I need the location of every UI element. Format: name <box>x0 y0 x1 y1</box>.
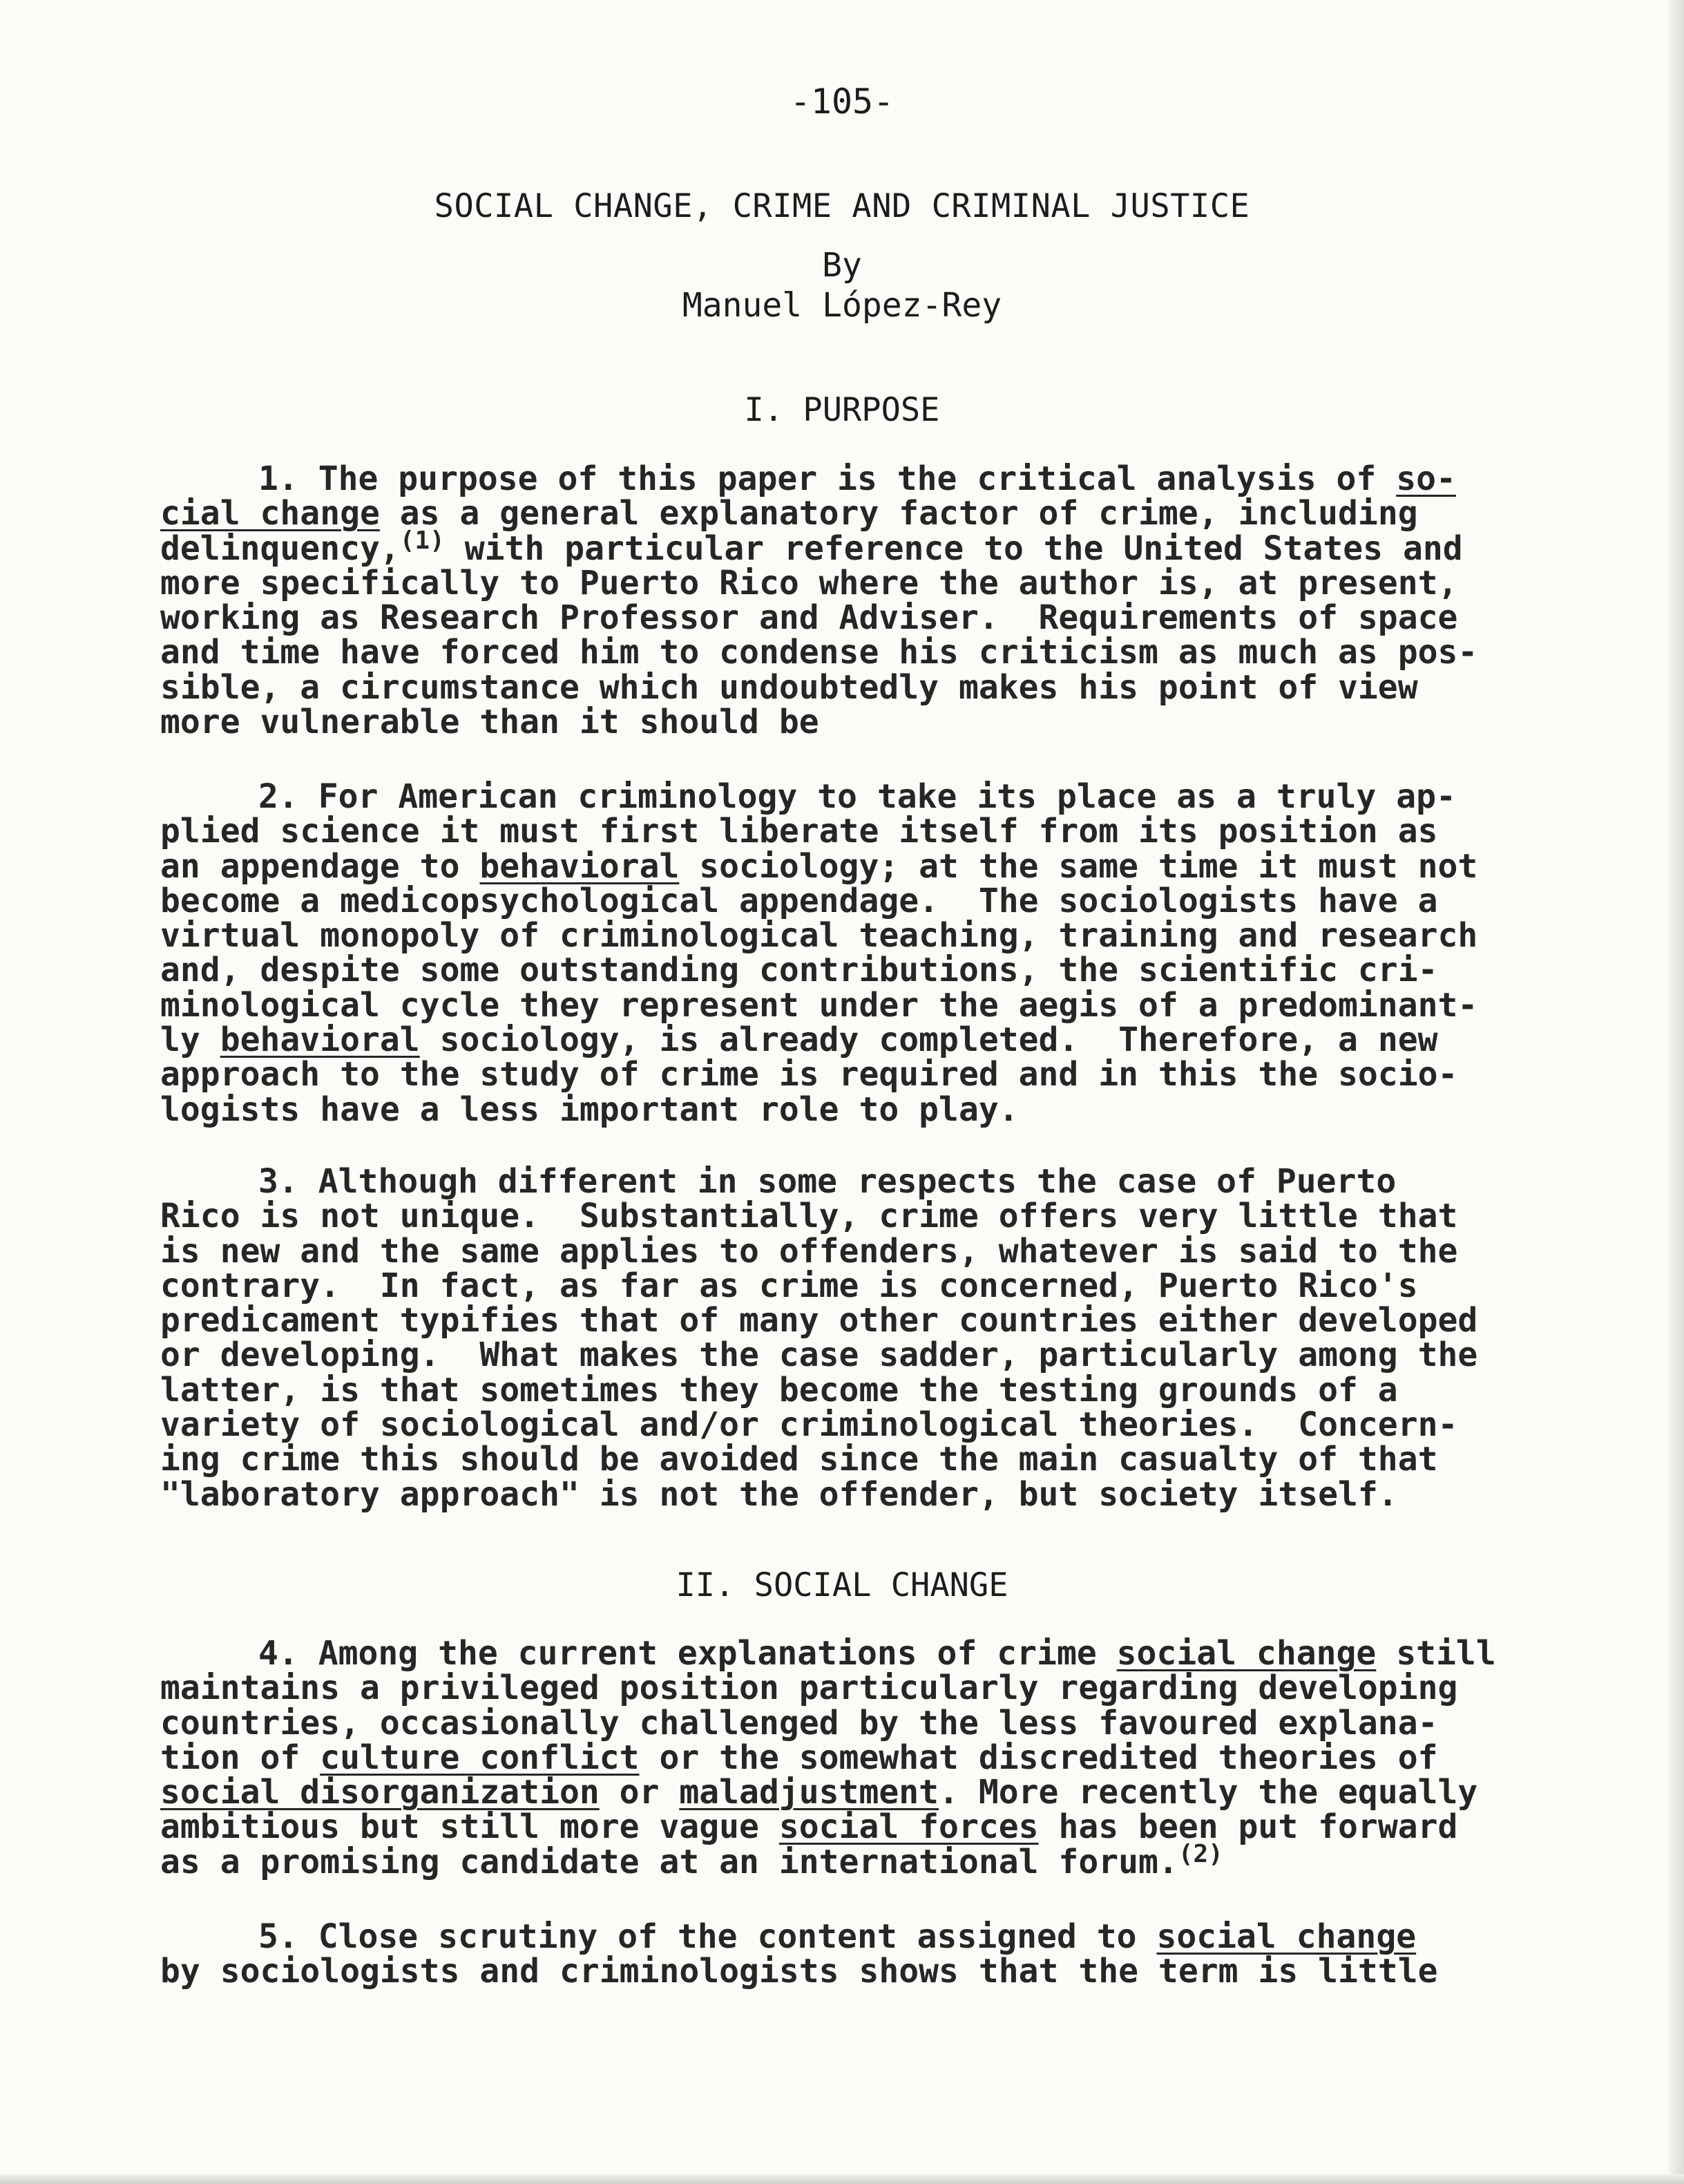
paragraph-line: variety of sociological and/or criminological theories. Concern- <box>160 1405 1458 1445</box>
underlined-term: culture conflict <box>320 1738 640 1777</box>
paragraph-line: more specifically to Puerto Rico where the author is, at present, <box>160 563 1458 602</box>
footnote-marker-1: (1) <box>399 526 445 555</box>
underlined-term: social forces <box>778 1807 1039 1847</box>
paragraph-line: more vulnerable than it should be <box>160 703 819 742</box>
footnote-marker-2: (2) <box>1178 1839 1223 1868</box>
paragraph-line: cial change as a general explanatory factor of crime, including <box>160 494 1418 533</box>
underlined-term: cial change <box>160 494 380 533</box>
byline-by: By <box>822 246 862 285</box>
paragraph-3 <box>160 1164 1549 1512</box>
paragraph-line: and, despite some outstanding contributions, the scientific cri- <box>160 951 1438 990</box>
underlined-term: behavioral <box>479 846 680 886</box>
author-name: Manuel López-Rey <box>682 286 1002 325</box>
paragraph-line: ing crime this should be avoided since the main casualty of that <box>160 1440 1438 1479</box>
paragraph-line: is new and the same applies to offenders, whatever is said to the <box>160 1231 1458 1271</box>
paragraph-line: latter, is that sometimes they become the testing grounds of a <box>160 1370 1398 1409</box>
page-number: -105- <box>790 82 894 122</box>
paragraph-line: 4. Among the current explanations of crime social change still <box>258 1634 1496 1673</box>
paragraph-line: predicament typifies that of many other countries either developed <box>160 1301 1478 1340</box>
paragraph-line: become a medicopsychological appendage. The sociologists have a <box>160 881 1438 920</box>
section-heading-purpose: I. PURPOSE <box>744 391 940 429</box>
paragraph-line: virtual monopoly of criminological teaching, training and research <box>160 916 1478 956</box>
underlined-term: maladjustment <box>679 1773 939 1812</box>
paragraph-line: contrary. In fact, as far as crime is concerned, Puerto Rico's <box>160 1266 1418 1305</box>
paragraph-line: ly behavioral sociology, is already completed. Therefore, a new <box>160 1020 1438 1060</box>
paragraph-line: plied science it must first liberate itself from its position as <box>160 812 1438 851</box>
underlined-term: social change <box>1116 1634 1377 1673</box>
paragraph-line: working as Research Professor and Adviser. Requirements of space <box>160 598 1458 638</box>
underlined-term: social change <box>1156 1917 1417 1956</box>
paragraph-line: Rico is not unique. Substantially, crime offers very little that <box>160 1197 1458 1236</box>
paragraph-line: an appendage to behavioral sociology; at the same time it must not <box>160 846 1478 886</box>
paragraph-5 <box>160 1919 1549 1989</box>
paragraph-line: 2. For American criminology to take its place as a truly ap- <box>258 777 1456 816</box>
paragraph-line: ambitious but still more vague social forces has been put forward <box>160 1807 1458 1847</box>
paragraph-line: logists have a less important role to play. <box>160 1090 1019 1129</box>
paragraph-line: and time have forced him to condense his criticism as much as pos- <box>160 633 1478 672</box>
underlined-term: social disorganization <box>160 1773 600 1812</box>
section-heading-social-change: II. SOCIAL CHANGE <box>676 1566 1008 1604</box>
paragraph-line: by sociologists and criminologists shows that the term is little <box>160 1952 1438 1991</box>
paragraph-line: countries, occasionally challenged by the less favoured explana- <box>160 1703 1438 1743</box>
paragraph-1 <box>160 459 1549 742</box>
paragraph-line: "laboratory approach" is not the offender, but society itself. <box>160 1474 1398 1514</box>
paragraph-line: sible, a circumstance which undoubtedly makes his point of view <box>160 667 1418 707</box>
paragraph-line: 3. Although different in some respects the case of Puerto <box>258 1162 1397 1201</box>
page-edge-shadow-bottom <box>0 2174 1684 2184</box>
paragraph-4 <box>160 1636 1549 1879</box>
paragraph-line: tion of culture conflict or the somewhat discredited theories of <box>160 1738 1438 1777</box>
paragraph-line: maintains a privileged position particularly regarding developing <box>160 1669 1458 1708</box>
paragraph-line: delinquency,$^{(1)}$ with particular reference to the United States and <box>160 526 1463 568</box>
paragraph-line: social disorganization or maladjustment. More recently the equally <box>160 1773 1478 1812</box>
underlined-term: so- <box>1396 459 1456 498</box>
underlined-term: behavioral <box>220 1020 420 1060</box>
document-title: SOCIAL CHANGE, CRIME AND CRIMINAL JUSTICE <box>434 187 1250 225</box>
paragraph-line: approach to the study of crime is required and in this the socio- <box>160 1055 1458 1094</box>
paragraph-2 <box>160 779 1549 1127</box>
paragraph-line: as a promising candidate at an international forum.$^{(2)}$ <box>160 1839 1223 1881</box>
paragraph-line: minological cycle they represent under the aegis of a predominant- <box>160 985 1478 1025</box>
page-edge-shadow-right <box>1669 0 1684 2184</box>
paragraph-line: 1. The purpose of this paper is the critical analysis of so- <box>258 459 1456 498</box>
paragraph-line: 5. Close scrutiny of the content assigned to social change <box>258 1917 1417 1956</box>
paragraph-line: or developing. What makes the case sadder, particularly among the <box>160 1336 1478 1375</box>
